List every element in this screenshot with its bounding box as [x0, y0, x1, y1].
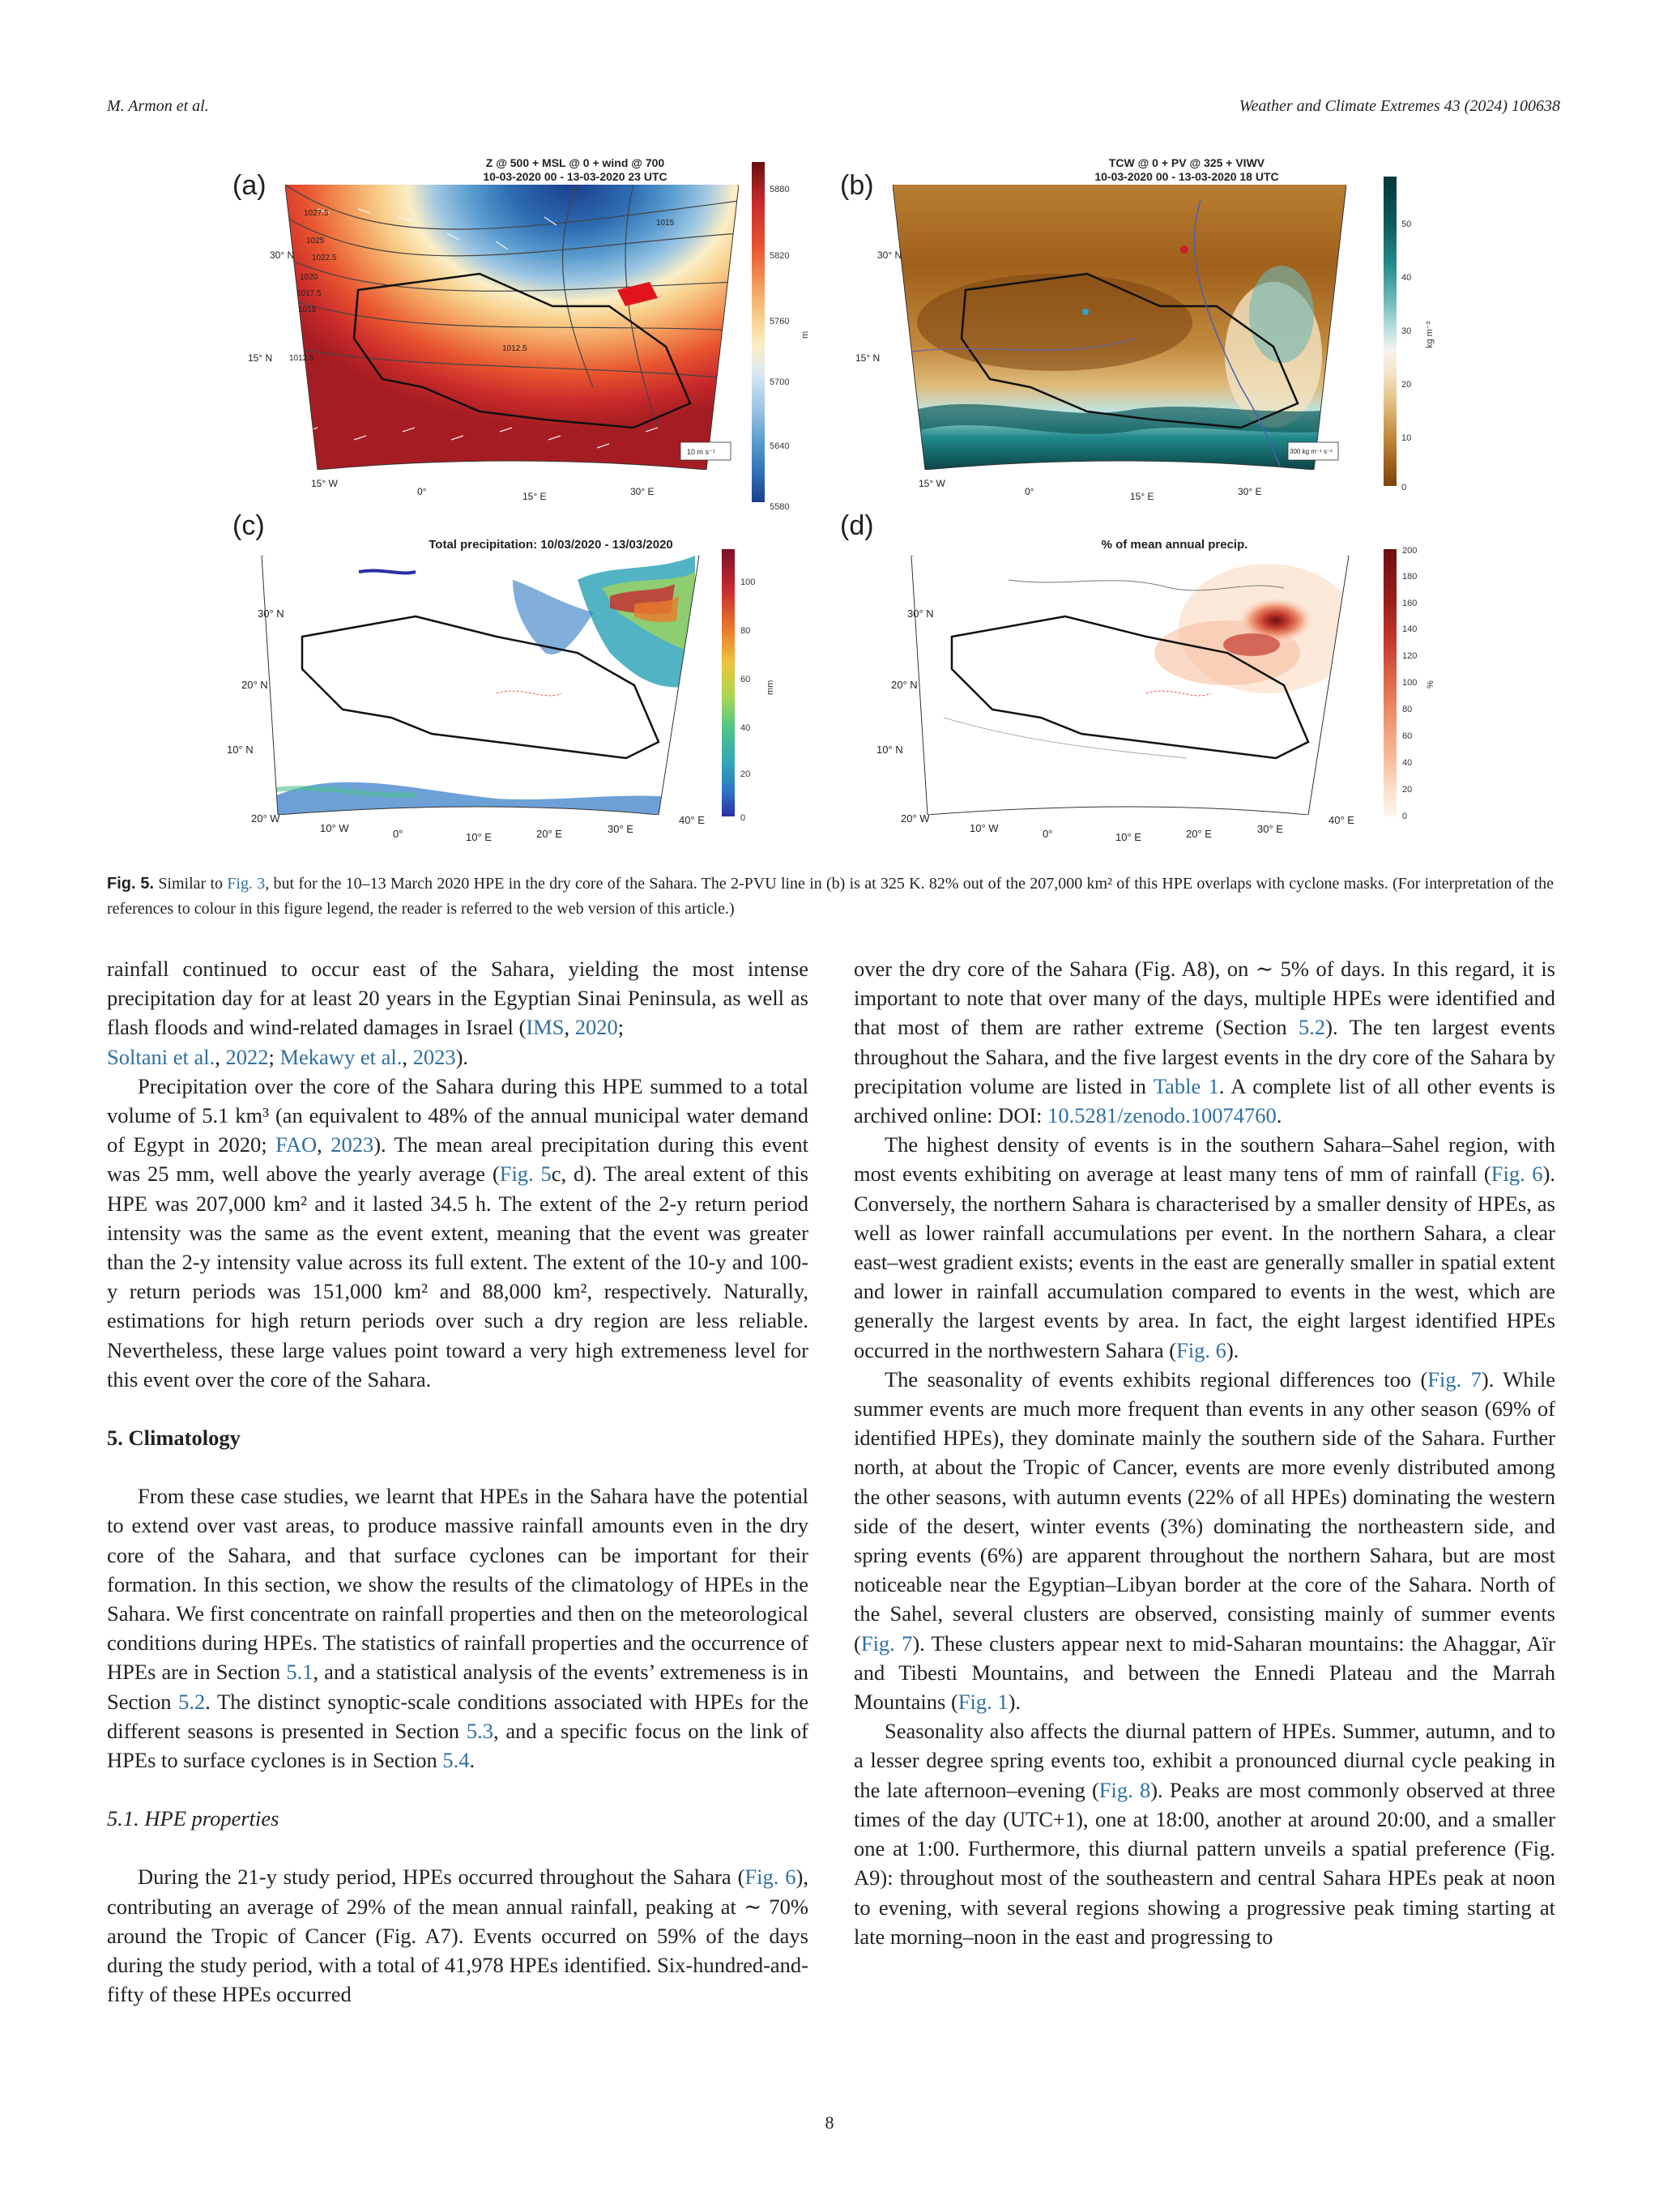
panel-d-colorbar-tick: 140 [1402, 624, 1418, 634]
citation-link[interactable]: IMS [526, 1015, 565, 1040]
panel-a-colorbar-tick: 5700 [770, 377, 790, 387]
panel-a-colorbar-tick: 5820 [770, 251, 790, 261]
panel-a-lon-label: 0° [417, 486, 427, 497]
panel-b-colorbar-tick: 30 [1401, 326, 1412, 336]
panel-a-label: (a) [232, 170, 267, 201]
section-link[interactable]: 5.2 [1299, 1015, 1326, 1040]
panel-b-map-svg [893, 185, 1346, 470]
panel-a-colorbar-svg [752, 162, 765, 502]
panel-b-colorbar-unit: kg m⁻² [1425, 321, 1435, 348]
panel-d-map [903, 556, 1357, 815]
panel-b-title: TCW @ 0 + PV @ 325 + VIWV 10-03-2020 00 - 13-03-2020 18 UTC [1094, 156, 1279, 183]
left-column [107, 954, 808, 2010]
panel-a-isobar-label: 1022.5 [312, 254, 337, 262]
panel-d-colorbar-tick: 160 [1402, 599, 1418, 608]
panel-c-title: Total precipitation: 10/03/2020 - 13/03/2020 [429, 538, 673, 552]
section-link[interactable]: 5.3 [466, 1718, 493, 1743]
panel-a-title: Z @ 500 + MSL @ 0 + wind @ 700 10-03-2020 00 - 13-03-2020 23 UTC [483, 156, 667, 183]
panel-a-colorbar-tick: 5880 [770, 185, 790, 194]
panel-d-lat-label: 30° N [907, 607, 934, 620]
panel-d-colorbar-tick: 120 [1402, 651, 1418, 661]
panel-b-colorbar-svg [1384, 177, 1397, 486]
panel-b-colorbar [1384, 177, 1397, 486]
panel-b-lon-label: 15° W [919, 478, 945, 489]
section-link[interactable]: 5.4 [442, 1748, 470, 1773]
citation-link[interactable]: 2020 [574, 1015, 618, 1040]
panel-a-lon-label: 15° W [311, 478, 338, 489]
panel-c-colorbar-tick: 60 [740, 675, 751, 684]
running-header-journal: Weather and Climate Extremes 43 (2024) 100638 [1239, 97, 1560, 115]
panel-d-colorbar-svg [1384, 549, 1397, 816]
figure-link[interactable]: Fig. 1 [957, 1690, 1009, 1715]
fig3-link[interactable]: Fig. 3 [227, 875, 266, 893]
panel-d-lon-label: 10° W [970, 822, 999, 834]
panel-b-colorbar-tick: 10 [1401, 433, 1412, 443]
paragraph: During the 21-y study period, HPEs occurred throughout the Sahara (Fig. 6), contributing an average of 29% of the mean annual rainfall, peaking at ∼ 70% around the Tropic of Cancer (Fig. A7). Events occurred on 59% of the days during the study period, with a total of 41,978 HPEs identified. Six-hundred-and-fifty of these HPEs occurred [107, 1865, 808, 2007]
panel-c-lon-label: 40° E [679, 814, 705, 826]
paragraph: Precipitation over the core of the Sahara during this HPE summed to a total volume of 5.1 km³ (an equivalent to 48% of the annual municipal water demand of Egypt in 2020; FAO, 2023). The mean areal precipitation during this event was 25 mm, well above the yearly average (Fig. 5c, d). The areal extent of this HPE was 207,000 km² and it lasted 34.5 h. The extent of the 2-y return period intensity was the same as the event extent, meaning that the event was greater than the 2-y intensity value across its full extent. The extent of the 10-y and 100-y return periods was 151,000 km² and 88,000 km², respectively. Naturally, estimations for high return periods over such a dry region are less reliable. Nevertheless, these large values point toward a very high extremeness level for this event over the core of the Sahara. [107, 1073, 809, 1392]
citation-link[interactable]: FAO [275, 1132, 318, 1157]
panel-b-label: (b) [840, 170, 874, 201]
figure-link[interactable]: Fig. 6 [744, 1865, 796, 1890]
panel-d-lon-label: 0° [1043, 828, 1053, 840]
right-column [854, 954, 1555, 1951]
panel-c-colorbar-unit: mm [766, 680, 775, 695]
paragraph: rainfall continued to occur east of the Sahara, yielding the most intense precipitation day for at least 20 years in the Egyptian Sinai Peninsula, as well as flash floods and wind-related damages in Israel (IMS, 2020; Soltani et al., 2022; Mekawy et al., 2023). [107, 957, 808, 1069]
panel-c-colorbar-tick: 100 [740, 578, 756, 587]
panel-a-isobar-label: 1015 [656, 219, 675, 228]
panel-c-colorbar-tick: 80 [740, 626, 751, 636]
table-link[interactable]: Table 1 [1153, 1073, 1219, 1098]
panel-b-vector-scale: 300 kg m⁻¹ s⁻¹ [1290, 448, 1333, 455]
panel-a-colorbar-tick: 5580 [770, 502, 790, 512]
figure-link[interactable]: Fig. 7 [860, 1630, 913, 1656]
citation-link[interactable]: Soltani et al. [107, 1044, 215, 1069]
panel-d-colorbar-unit: % [1426, 680, 1435, 688]
panel-a-lon-label: 15° E [522, 491, 547, 502]
paragraph: over the dry core of the Sahara (Fig. A8), on ∼ 5% of days. In this regard, it is important to note that over many of the days, multiple HPEs were identified and that most of them are rather extreme (Section 5.2). The ten largest events throughout the Sahara, and the five largest events in the dry core of the Sahara by precipitation volume are listed in Table 1. A complete list of all other events is archived online: DOI: 10.5281/zenodo.10074760. [854, 957, 1555, 1128]
panel-a-colorbar-tick: 5760 [770, 317, 790, 326]
paragraph: The seasonality of events exhibits regional differences too (Fig. 7). While summer events are much more frequent than events in any other season (69% of identified HPEs), they dominate mainly the southern side of the Sahara. Further north, at about the Tropic of Cancer, events are more evenly distributed among the other seasons, with autumn events (22% of all HPEs) dominating the western side of the desert, winter events (3%) dominating the northeastern side, and spring events (6%) are apparent throughout the northern Sahara, but are most noticeable near the Egyptian–Libyan border at the core of the Sahara. North of the Sahel, several clusters are observed, consisting mainly of summer events (Fig. 7). These clusters appear next to mid-Saharan mountains: the Ahaggar, Aïr and Tibesti Mountains, and between the Ennedi Plateau and the Marrah Mountains (Fig. 1). [854, 1366, 1555, 1715]
panel-d-colorbar-tick: 40 [1402, 758, 1413, 768]
panel-d-colorbar-tick: 60 [1402, 731, 1413, 741]
panel-c-lon-label: 10° E [466, 831, 492, 843]
panel-b-lat-label: 15° N [855, 352, 881, 364]
doi-link[interactable]: 10.5281/zenodo.10074760 [1047, 1103, 1277, 1128]
panel-d-lon-label: 30° E [1257, 823, 1283, 835]
figure-link[interactable]: Fig. 8 [1098, 1777, 1151, 1802]
panel-a-lat-label: 15° N [248, 352, 273, 364]
panel-d-colorbar-tick: 200 [1402, 546, 1418, 556]
section-link[interactable]: 5.2 [178, 1689, 206, 1714]
figure-link[interactable]: Fig. 6 [1491, 1161, 1543, 1187]
panel-a-wind-scale: 10 m s⁻¹ [687, 448, 715, 456]
panel-d-lat-label: 10° N [876, 744, 903, 756]
panel-d-colorbar-tick: 20 [1402, 785, 1413, 795]
figure-caption: Fig. 5. Similar to Fig. 3, but for the 10–13 March 2020 HPE in the dry core of the Sahara. The 2-PVU line in (b) is at 325 K. 82% out of the 207,000 km² of this HPE overlaps with cyclone masks. (For interpretation of the references to colour in this figure legend, the reader is referred to the web version of this article.) [107, 875, 1555, 918]
panel-d-colorbar-tick: 180 [1402, 572, 1418, 582]
panel-a-isobar-label: 1020 [300, 273, 318, 282]
panel-a-isobar-label: 1015 [298, 305, 317, 314]
panel-d-label: (d) [840, 510, 874, 541]
panel-d-title: % of mean annual precip. [1101, 538, 1248, 552]
paragraph: From these case studies, we learnt that HPEs in the Sahara have the potential to extend over vast areas, to produce massive rainfall amounts even in the dry core of the Sahara, and that surface cyclones can be important for their formation. In this section, we show the results of the climatology of HPEs in the Sahara. We first concentrate on rainfall properties and then on the meteorological conditions during HPEs. The statistics of rainfall properties and the occurrence of HPEs are in Section 5.1, and a statistical analysis of the events’ extremeness is in Section 5.2. The distinct synoptic-scale conditions associated with HPEs for the different seasons is presented in Section 5.3, and a specific focus on the link of HPEs to surface cyclones is in Section 5.4. [107, 1484, 808, 1773]
panel-d-lon-label: 20° W [901, 812, 930, 825]
panel-a-isobar-label: 1017.5 [296, 289, 322, 298]
panel-d-colorbar-tick: 0 [1402, 812, 1408, 821]
panel-c-colorbar-svg [722, 549, 735, 816]
panel-b-colorbar-tick: 40 [1401, 273, 1412, 283]
panel-a-colorbar-tick: 5640 [770, 441, 790, 451]
panel-d-colorbar-tick: 100 [1402, 678, 1418, 688]
caption-label: Fig. 5. [107, 875, 155, 893]
page-number: 8 [825, 2112, 834, 2133]
panel-b-lon-label: 0° [1025, 486, 1034, 497]
panel-c-lat-label: 20° N [241, 679, 268, 691]
subsection-heading: 5.1. HPE properties [107, 1806, 279, 1831]
panel-c-colorbar-tick: 0 [740, 813, 746, 823]
panel-b-map [893, 185, 1346, 470]
panel-d-lon-label: 40° E [1328, 814, 1354, 826]
panel-d-colorbar-tick: 80 [1402, 705, 1413, 714]
panel-d-map-svg [903, 556, 1357, 815]
panel-b-lat-label: 30° N [877, 249, 902, 261]
panel-a-isobar-label: 1012.5 [502, 344, 527, 353]
citation-link[interactable]: 2022 [225, 1044, 269, 1069]
panel-c-lon-label: 0° [393, 828, 403, 840]
panel-c-colorbar-tick: 40 [740, 723, 751, 733]
panel-c-lon-label: 30° E [608, 823, 633, 835]
figure-link[interactable]: Fig. 7 [1427, 1366, 1482, 1392]
panel-b-lon-label: 15° E [1130, 491, 1154, 502]
panel-b-colorbar-tick: 20 [1401, 380, 1412, 390]
panel-b-colorbar-tick: 50 [1401, 219, 1412, 229]
panel-b-colorbar-tick: 0 [1401, 483, 1407, 492]
panel-d-lon-label: 20° E [1186, 828, 1212, 840]
citation-link[interactable]: 2023 [331, 1132, 374, 1157]
panel-c-lon-label: 20° E [536, 828, 562, 840]
panel-c-label: (c) [232, 510, 265, 541]
citation-link[interactable]: 2023 [412, 1044, 456, 1069]
panel-c-lat-label: 30° N [258, 607, 284, 620]
panel-c-lon-label: 10° W [320, 822, 349, 834]
paragraph: Seasonality also affects the diurnal pattern of HPEs. Summer, autumn, and to a lesser degree spring events too, exhibit a pronounced diurnal cycle peaking in the late afternoon–evening (Fig. 8). Peaks are most commonly observed at three times of the day (UTC+1), one at 18:00, another at around 20:00, and a smaller one at 1:00. Furthermore, this diurnal pattern unveils a spatial preference (Fig. A9): throughout most of the southeastern and central Sahara HPEs peak at noon to evening, with several regions showing a progressive peak timing starting at late morning–noon in the east and progressing to [854, 1719, 1556, 1949]
panel-d-lon-label: 10° E [1115, 831, 1141, 843]
panel-d-lat-label: 20° N [891, 679, 918, 691]
panel-a-isobar-label: 1027.5 [304, 209, 329, 218]
panel-c-lon-label: 20° W [251, 812, 280, 825]
panel-c-lat-label: 10° N [227, 744, 254, 756]
panel-a-colorbar [752, 162, 765, 502]
panel-c-colorbar-tick: 20 [740, 769, 751, 779]
panel-c-map-svg [254, 556, 707, 815]
panel-c-colorbar [722, 549, 735, 816]
panel-d-colorbar [1384, 549, 1397, 816]
paragraph: The highest density of events is in the southern Sahara–Sahel region, with most events exhibiting on average at least many tens of mm of rainfall (Fig. 6). Conversely, the northern Sahara is characterised by a smaller density of HPEs, as well as lower rainfall accumulations per event. In the northern Sahara, a clear east–west gradient exists; events in the east are generally smaller in spatial extent and lower in rainfall accumulation compared to events in the west, which are generally the largest events by area. In fact, the eight largest identified HPEs occurred in the northwestern Sahara (Fig. 6). [854, 1132, 1556, 1362]
panel-a-isobar-label: 1025 [306, 237, 325, 245]
panel-a-lat-label: 30° N [270, 249, 295, 261]
running-header-authors: M. Armon et al. [107, 97, 209, 115]
section-heading: 5. Climatology [107, 1426, 241, 1451]
panel-a-colorbar-unit: m [800, 330, 810, 339]
panel-a-lon-label: 30° E [630, 486, 655, 497]
figure-link[interactable]: Fig. 5 [499, 1161, 552, 1187]
citation-link[interactable]: Mekawy et al. [279, 1044, 403, 1069]
figure-link[interactable]: Fig. 6 [1176, 1337, 1226, 1362]
panel-c-map [254, 556, 707, 815]
section-link[interactable]: 5.1 [286, 1660, 313, 1685]
panel-a-isobar-label: 1012.5 [289, 354, 314, 363]
panel-b-lon-label: 30° E [1238, 486, 1262, 497]
